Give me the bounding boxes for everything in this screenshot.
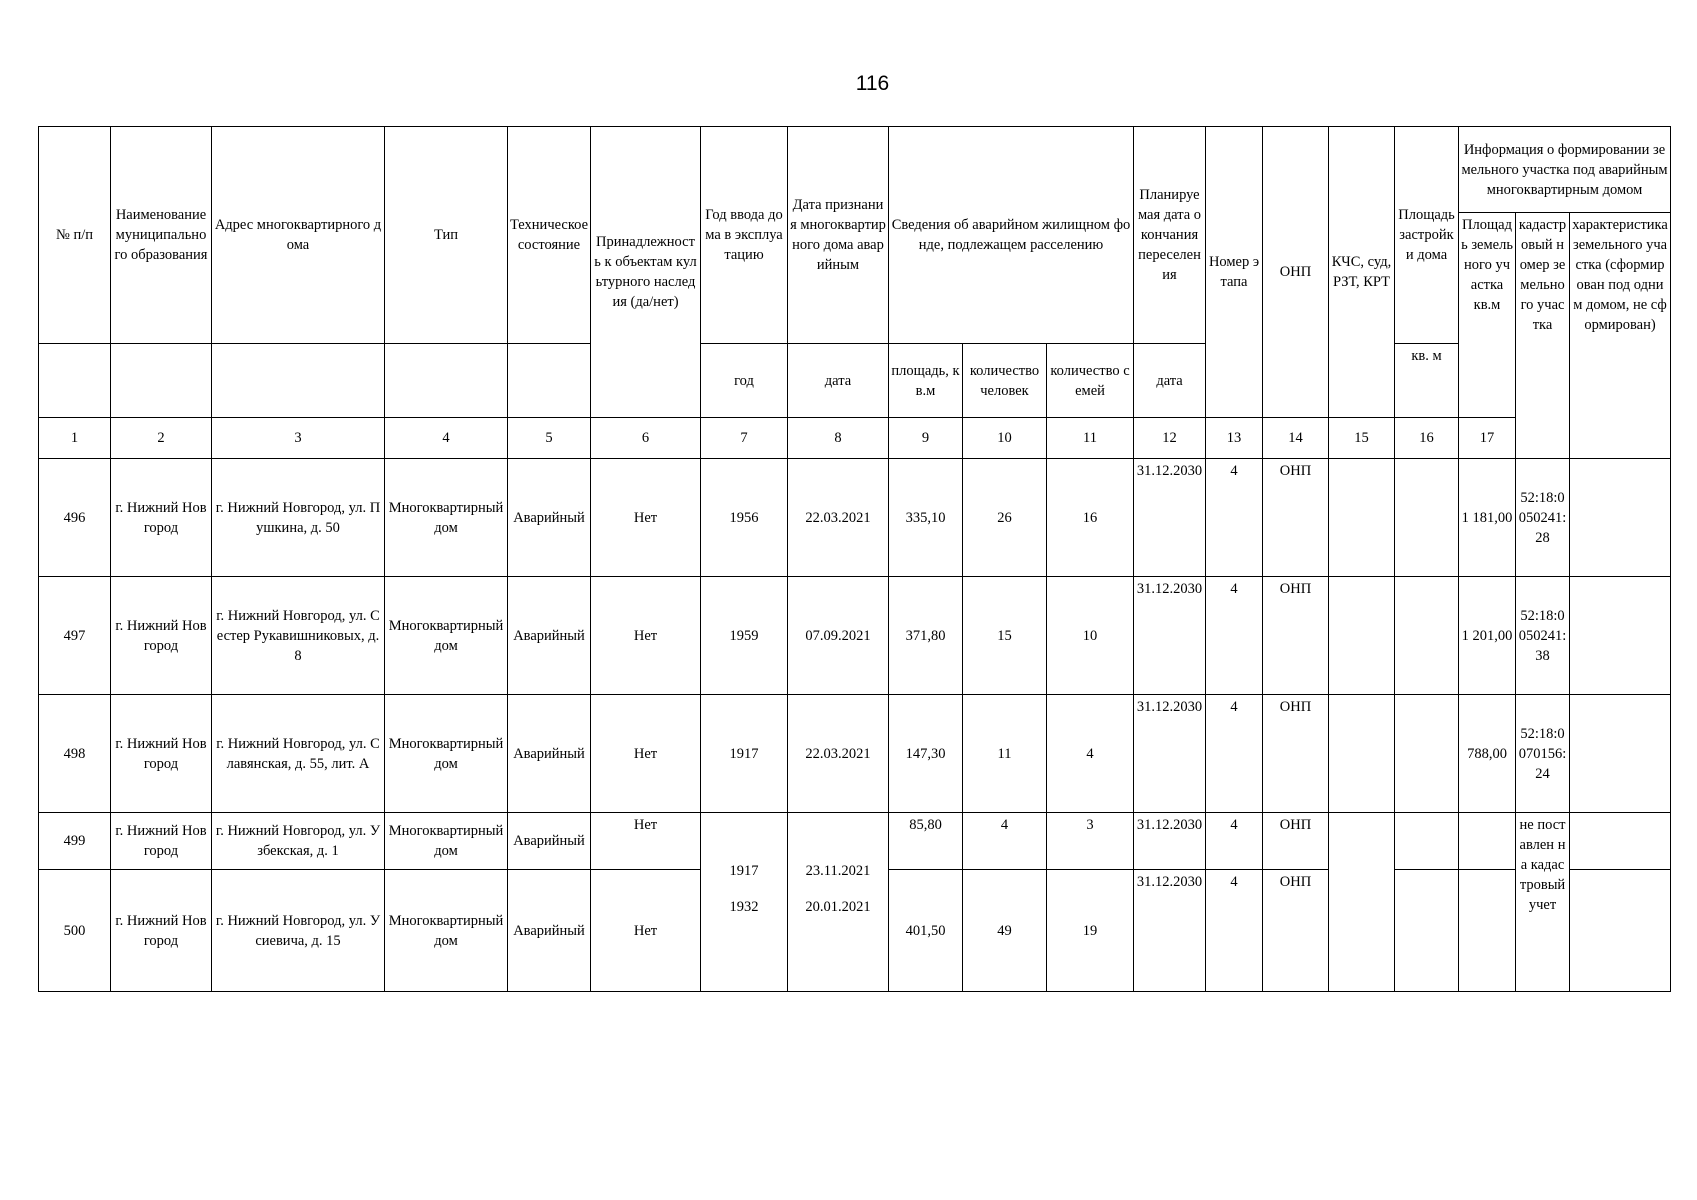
cell-land-char	[1570, 695, 1671, 813]
cell-kchs	[1329, 813, 1395, 992]
cell-year: 1917	[701, 695, 788, 813]
cell-date: 07.09.2021	[788, 577, 889, 695]
cell-type: Многоквартирный дом	[385, 870, 508, 992]
cell-condition: Аварийный	[508, 870, 591, 992]
cell-stage: 4	[1206, 577, 1263, 695]
emergency-housing-table	[38, 126, 1671, 992]
cell-num: 498	[39, 695, 111, 813]
cell-onp: ОНП	[1263, 870, 1329, 992]
cell-cadastral: не поставлен на кадастровый учет	[1516, 813, 1570, 992]
cell-plan-date: 31.12.2030	[1134, 695, 1206, 813]
cell-area: 371,80	[889, 577, 963, 695]
cell-kchs	[1329, 459, 1395, 577]
header-building-area: Площадь застройки дома	[1395, 127, 1459, 344]
column-number-row	[39, 418, 1671, 459]
header-stage-number: Номер этапа	[1206, 127, 1263, 418]
cell-build-area	[1395, 695, 1459, 813]
cell-plan-date: 31.12.2030	[1134, 577, 1206, 695]
cell-condition: Аварийный	[508, 695, 591, 813]
cell-onp: ОНП	[1263, 577, 1329, 695]
cell-land-area: 1 181,00	[1459, 459, 1516, 577]
column-number: 3	[212, 418, 385, 459]
header-land-area-label: Площадь земельного участка	[1461, 217, 1513, 293]
column-number: 12	[1134, 418, 1206, 459]
cell-heritage: Нет	[591, 695, 701, 813]
cell-kchs	[1329, 577, 1395, 695]
header-row-1	[39, 127, 1671, 213]
cell-area: 147,30	[889, 695, 963, 813]
cell-land-char	[1570, 870, 1671, 992]
column-number: 11	[1047, 418, 1134, 459]
cell-condition: Аварийный	[508, 577, 591, 695]
cell-plan-date: 31.12.2030	[1134, 459, 1206, 577]
cell-area: 85,80	[889, 813, 963, 870]
cell-cadastral: 52:18:0070156:24	[1516, 695, 1570, 813]
cell-num: 499	[39, 813, 111, 870]
header-type-cont	[385, 344, 508, 418]
cell-families: 10	[1047, 577, 1134, 695]
cell-land-area: 1 201,00	[1459, 577, 1516, 695]
header-housing-info: Сведения об аварийном жилищном фонде, подлежащем расселению	[889, 127, 1134, 344]
cell-municipality: г. Нижний Новгород	[111, 459, 212, 577]
column-number: 9	[889, 418, 963, 459]
cell-onp: ОНП	[1263, 695, 1329, 813]
cell-municipality: г. Нижний Новгород	[111, 813, 212, 870]
header-kchs: КЧС, суд, РЗТ, КРТ	[1329, 127, 1395, 418]
cell-stage: 4	[1206, 870, 1263, 992]
column-number: 7	[701, 418, 788, 459]
cell-address: г. Нижний Новгород, ул. Славянская, д. 55, лит. А	[212, 695, 385, 813]
cell-stage: 4	[1206, 459, 1263, 577]
header-col-num: № п/п	[39, 127, 111, 344]
cell-area: 401,50	[889, 870, 963, 992]
header-municipality-cont	[111, 344, 212, 418]
cell-address: г. Нижний Новгород, ул. Усиевича, д. 15	[212, 870, 385, 992]
cell-land-char	[1570, 459, 1671, 577]
header-address: Адрес многоквартирного дома	[212, 127, 385, 344]
cell-address: г. Нижний Новгород, ул. Узбекская, д. 1	[212, 813, 385, 870]
cell-date: 23.11.2021	[805, 863, 871, 879]
header-year-built: Год ввода дома в эксплуатацию	[701, 127, 788, 344]
cell-year: 1932	[729, 899, 759, 915]
cell-land-area: 788,00	[1459, 695, 1516, 813]
column-number: 14	[1263, 418, 1329, 459]
header-land-area	[1459, 213, 1516, 418]
cell-cadastral: 52:18:0050241:38	[1516, 577, 1570, 695]
column-number: 13	[1206, 418, 1263, 459]
cell-people: 11	[963, 695, 1047, 813]
cell-build-area	[1395, 459, 1459, 577]
cell-land-area	[1459, 813, 1516, 870]
cell-year-merged	[701, 813, 788, 992]
cell-heritage: Нет	[591, 577, 701, 695]
header-condition: Техническое состояние	[508, 127, 591, 344]
cell-year: 1917	[729, 863, 759, 879]
cell-kchs	[1329, 695, 1395, 813]
header-heritage: Принадлежность к объектам культурного наследия (да/нет)	[591, 127, 701, 418]
cell-num: 496	[39, 459, 111, 577]
cell-families: 4	[1047, 695, 1134, 813]
header-sub-plan-date: дата	[1134, 344, 1206, 418]
cell-type: Многоквартирный дом	[385, 459, 508, 577]
header-municipality: Наименование муниципального образования	[111, 127, 212, 344]
cell-address: г. Нижний Новгород, ул. Сестер Рукавишниковых, д. 8	[212, 577, 385, 695]
cell-type: Многоквартирный дом	[385, 695, 508, 813]
header-row-3	[39, 344, 1671, 418]
cell-condition: Аварийный	[508, 813, 591, 870]
table-row	[39, 813, 1671, 870]
cell-num: 497	[39, 577, 111, 695]
cell-onp: ОНП	[1263, 813, 1329, 870]
cell-year: 1959	[701, 577, 788, 695]
column-number: 10	[963, 418, 1047, 459]
column-number: 2	[111, 418, 212, 459]
header-land-char: характеристика земельного участка (сформирован под одним домом, не сформирован)	[1570, 213, 1671, 459]
cell-num: 500	[39, 870, 111, 992]
table-row	[39, 695, 1671, 813]
header-col-num-cont	[39, 344, 111, 418]
cell-year: 1956	[701, 459, 788, 577]
cell-stage: 4	[1206, 813, 1263, 870]
cell-municipality: г. Нижний Новгород	[111, 577, 212, 695]
cell-land-char	[1570, 577, 1671, 695]
column-number: 8	[788, 418, 889, 459]
header-planned-date: Планируемая дата окончания переселения	[1134, 127, 1206, 344]
cell-address: г. Нижний Новгород, ул. Пушкина, д. 50	[212, 459, 385, 577]
cell-onp: ОНП	[1263, 459, 1329, 577]
cell-land-char	[1570, 813, 1671, 870]
column-number: 6	[591, 418, 701, 459]
cell-municipality: г. Нижний Новгород	[111, 870, 212, 992]
header-onp: ОНП	[1263, 127, 1329, 418]
cell-build-area	[1395, 577, 1459, 695]
header-address-cont	[212, 344, 385, 418]
column-number: 5	[508, 418, 591, 459]
cell-date: 22.03.2021	[788, 459, 889, 577]
header-condition-cont	[508, 344, 591, 418]
cell-heritage: Нет	[591, 870, 701, 992]
cell-date: 20.01.2021	[805, 899, 871, 915]
header-date-recognized: Дата признания многоквартирного дома аварийным	[788, 127, 889, 344]
cell-date-merged	[788, 813, 889, 992]
column-number: 4	[385, 418, 508, 459]
cell-people: 49	[963, 870, 1047, 992]
cell-condition: Аварийный	[508, 459, 591, 577]
cell-families: 19	[1047, 870, 1134, 992]
cell-people: 4	[963, 813, 1047, 870]
cell-people: 26	[963, 459, 1047, 577]
column-number: 16	[1395, 418, 1459, 459]
cell-type: Многоквартирный дом	[385, 577, 508, 695]
header-sub-people: количество человек	[963, 344, 1047, 418]
column-number: 17	[1459, 418, 1516, 459]
cell-heritage: Нет	[591, 813, 701, 870]
cell-families: 3	[1047, 813, 1134, 870]
header-type: Тип	[385, 127, 508, 344]
header-land-area-unit: кв.м	[1473, 297, 1501, 313]
cell-build-area	[1395, 813, 1459, 870]
cell-heritage: Нет	[591, 459, 701, 577]
cell-municipality: г. Нижний Новгород	[111, 695, 212, 813]
cell-cadastral: 52:18:0050241:28	[1516, 459, 1570, 577]
cell-build-area	[1395, 870, 1459, 992]
page-number: 116	[855, 72, 890, 95]
header-sub-area: площадь, кв.м	[889, 344, 963, 418]
cell-area: 335,10	[889, 459, 963, 577]
header-cadastral: кадастровый номер земельного участка	[1516, 213, 1570, 459]
cell-plan-date: 31.12.2030	[1134, 870, 1206, 992]
header-land-info: Информация о формировании земельного участка под аварийным многоквартирным домом	[1459, 127, 1671, 213]
cell-families: 16	[1047, 459, 1134, 577]
cell-date: 22.03.2021	[788, 695, 889, 813]
column-number: 15	[1329, 418, 1395, 459]
cell-type: Многоквартирный дом	[385, 813, 508, 870]
header-sub-sqm: кв. м	[1395, 344, 1459, 418]
header-sub-date: дата	[788, 344, 889, 418]
header-sub-year: год	[701, 344, 788, 418]
cell-stage: 4	[1206, 695, 1263, 813]
table-row	[39, 577, 1671, 695]
header-sub-families: количество семей	[1047, 344, 1134, 418]
column-number: 1	[39, 418, 111, 459]
cell-land-area	[1459, 870, 1516, 992]
table-row	[39, 459, 1671, 577]
cell-plan-date: 31.12.2030	[1134, 813, 1206, 870]
cell-people: 15	[963, 577, 1047, 695]
